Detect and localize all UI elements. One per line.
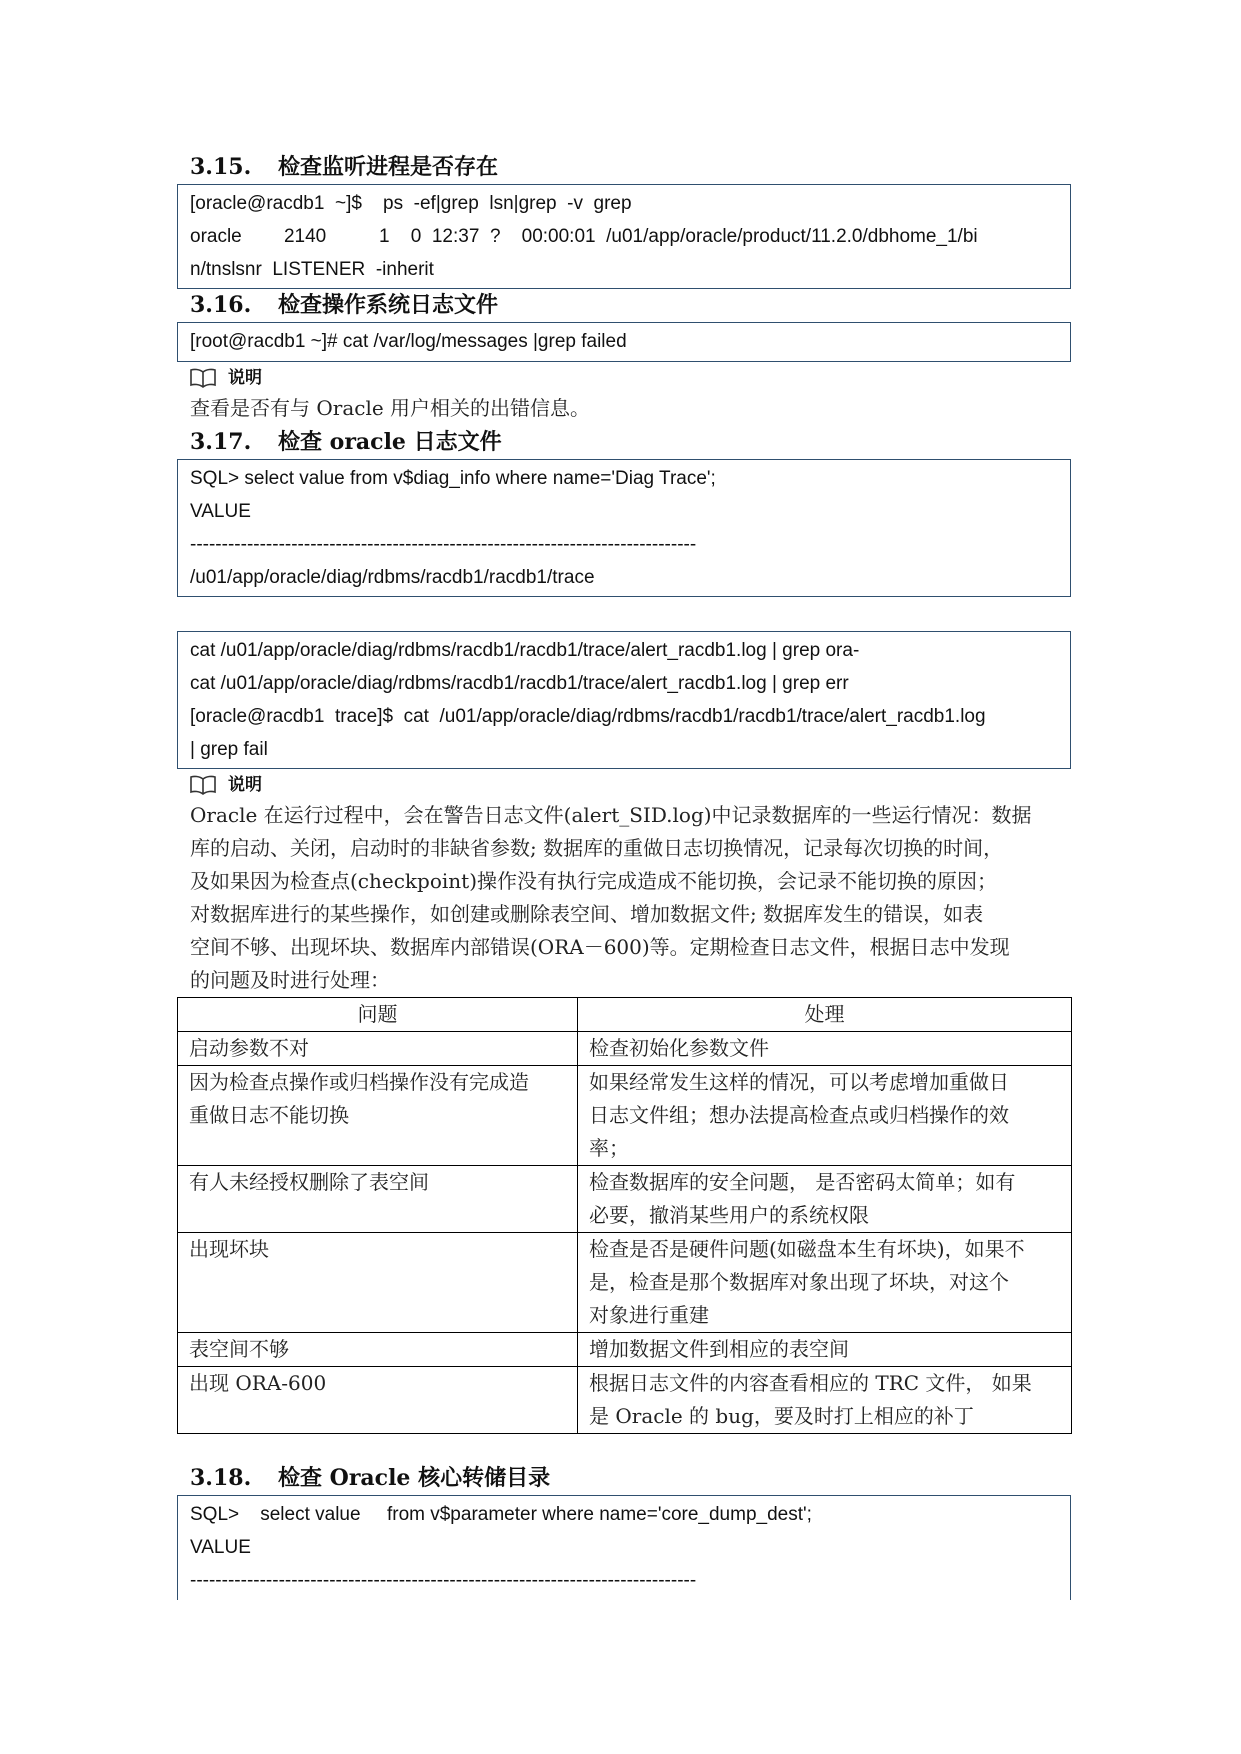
- action-cell: [578, 1233, 1072, 1333]
- code-block-messages: [177, 322, 1071, 362]
- section-number: 3.16.: [190, 292, 252, 318]
- section-heading-3-15: [190, 152, 498, 182]
- issue-handling-table: [177, 997, 1072, 1434]
- problem-cell: [178, 1367, 578, 1434]
- cell-line: 是，检查是那个数据库对象出现了坏块，对这个: [589, 1270, 1009, 1294]
- table-row: [178, 1367, 1072, 1434]
- cell-line: 是 Oracle 的 bug，要及时打上相应的补丁: [589, 1404, 974, 1428]
- code-line: [root@racdb1 ~]# cat /var/log/messages |grep failed: [190, 331, 627, 352]
- table-header-row: [178, 998, 1072, 1032]
- note-label: [190, 772, 262, 798]
- book-icon: [190, 368, 216, 388]
- cell-line: 因为检查点操作或归档操作没有完成造: [189, 1070, 529, 1094]
- cell-line: 对象进行重建: [589, 1303, 709, 1327]
- cell-line: 出现坏块: [189, 1237, 269, 1261]
- code-line: [oracle@racdb1 trace]$ cat /u01/app/oracle/diag/rdbms/racdb1/racdb1/trace/alert_racdb1.log: [190, 706, 986, 727]
- table-header-action: 处理: [578, 998, 1072, 1032]
- section-title: 检查操作系统日志文件: [278, 292, 499, 318]
- code-line: | grep fail: [190, 739, 268, 760]
- code-line: VALUE: [190, 501, 251, 522]
- table-row: [178, 1333, 1072, 1367]
- alert-log-paragraph: [190, 799, 1070, 997]
- paragraph-line: 及如果因为检查点(checkpoint)操作没有执行完成造成不能切换，会记录不能切换的原因；: [190, 869, 998, 893]
- code-line: --------------------------------------------------------------------------------: [190, 534, 697, 555]
- cell-line: 增加数据文件到相应的表空间: [589, 1337, 849, 1361]
- section-title: 检查 Oracle 核心转储目录: [278, 1465, 551, 1491]
- cell-line: 日志文件组；想办法提高检查点或归档操作的效: [589, 1103, 1009, 1127]
- section-heading-3-17: [190, 427, 502, 457]
- paragraph-line: 对数据库进行的某些操作，如创建或删除表空间、增加数据文件; 数据库发生的错误，如表: [190, 902, 984, 926]
- action-cell: [578, 1066, 1072, 1166]
- section-number: 3.17.: [190, 429, 252, 455]
- note-label-text: 说明: [228, 368, 262, 388]
- table-header-problem: 问题: [178, 998, 578, 1032]
- problem-cell: [178, 1166, 578, 1233]
- paragraph-line: 查看是否有与 Oracle 用户相关的出错信息。: [190, 396, 591, 420]
- cell-line: 启动参数不对: [189, 1036, 309, 1060]
- section-heading-3-16: [190, 290, 498, 320]
- code-line: --------------------------------------------------------------------------------: [190, 1570, 697, 1591]
- code-line: SQL> select value from v$parameter where name='core_dump_dest';: [190, 1504, 812, 1525]
- cell-line: 表空间不够: [189, 1337, 289, 1361]
- cell-line: 出现 ORA-600: [189, 1371, 327, 1395]
- code-line: [oracle@racdb1 ~]$ ps -ef|grep lsn|grep -v grep: [190, 193, 632, 214]
- cell-line: 如果经常发生这样的情况，可以考虑增加重做日: [589, 1070, 1009, 1094]
- table-row: [178, 1233, 1072, 1333]
- code-block-listener: [177, 184, 1071, 289]
- cell-line: 率；: [589, 1136, 629, 1160]
- section-number: 3.15.: [190, 154, 252, 180]
- table-row: [178, 1066, 1072, 1166]
- action-cell: [578, 1367, 1072, 1434]
- action-cell: [578, 1032, 1072, 1066]
- cell-line: 检查初始化参数文件: [589, 1036, 769, 1060]
- code-line: SQL> select value from v$diag_info where name='Diag Trace';: [190, 468, 716, 489]
- cell-line: 根据日志文件的内容查看相应的 TRC 文件， 如果: [589, 1371, 1032, 1395]
- section-heading-3-18: [190, 1463, 550, 1493]
- problem-cell: [178, 1233, 578, 1333]
- code-line: /u01/app/oracle/diag/rdbms/racdb1/racdb1/trace: [190, 567, 595, 588]
- paragraph-line: 库的启动、关闭，启动时的非缺省参数; 数据库的重做日志切换情况，记录每次切换的时间，: [190, 836, 1004, 860]
- action-cell: [578, 1333, 1072, 1367]
- book-icon: [190, 775, 216, 795]
- cell-line: 重做日志不能切换: [189, 1103, 349, 1127]
- note-paragraph: [190, 392, 1070, 425]
- problem-cell: [178, 1333, 578, 1367]
- action-cell: [578, 1166, 1072, 1233]
- code-line: cat /u01/app/oracle/diag/rdbms/racdb1/racdb1/trace/alert_racdb1.log | grep ora-: [190, 640, 860, 661]
- section-title: 检查 oracle 日志文件: [278, 429, 502, 455]
- problem-cell: [178, 1066, 578, 1166]
- cell-line: 检查是否是硬件问题(如磁盘本生有坏块)，如果不: [589, 1237, 1025, 1261]
- code-block-diag-trace: [177, 459, 1071, 597]
- note-label-text: 说明: [228, 775, 262, 795]
- code-line: n/tnslsnr LISTENER -inherit: [190, 259, 434, 280]
- section-title: 检查监听进程是否存在: [278, 154, 499, 180]
- code-block-core-dump: [177, 1495, 1071, 1600]
- note-label: [190, 365, 262, 391]
- section-number: 3.18.: [190, 1465, 252, 1491]
- paragraph-line: 空间不够、出现坏块、数据库内部错误(ORA－600)等。定期检查日志文件，根据日志中发现: [190, 935, 1010, 959]
- code-line: VALUE: [190, 1537, 251, 1558]
- code-line: oracle 2140 1 0 12:37 ? 00:00:01 /u01/app/oracle/product/11.2.0/dbhome_1/bi: [190, 226, 978, 247]
- code-block-alert-grep: [177, 631, 1071, 769]
- paragraph-line: 的问题及时进行处理：: [190, 968, 390, 992]
- paragraph-line: Oracle 在运行过程中，会在警告日志文件(alert_SID.log)中记录数据库的一些运行情况：数据: [190, 803, 1032, 827]
- cell-line: 检查数据库的安全问题， 是否密码太简单；如有: [589, 1170, 1016, 1194]
- problem-cell: [178, 1032, 578, 1066]
- cell-line: 有人未经授权删除了表空间: [189, 1170, 429, 1194]
- table-row: [178, 1032, 1072, 1066]
- code-line: cat /u01/app/oracle/diag/rdbms/racdb1/racdb1/trace/alert_racdb1.log | grep err: [190, 673, 849, 694]
- table-row: [178, 1166, 1072, 1233]
- cell-line: 必要，撤消某些用户的系统权限: [589, 1203, 869, 1227]
